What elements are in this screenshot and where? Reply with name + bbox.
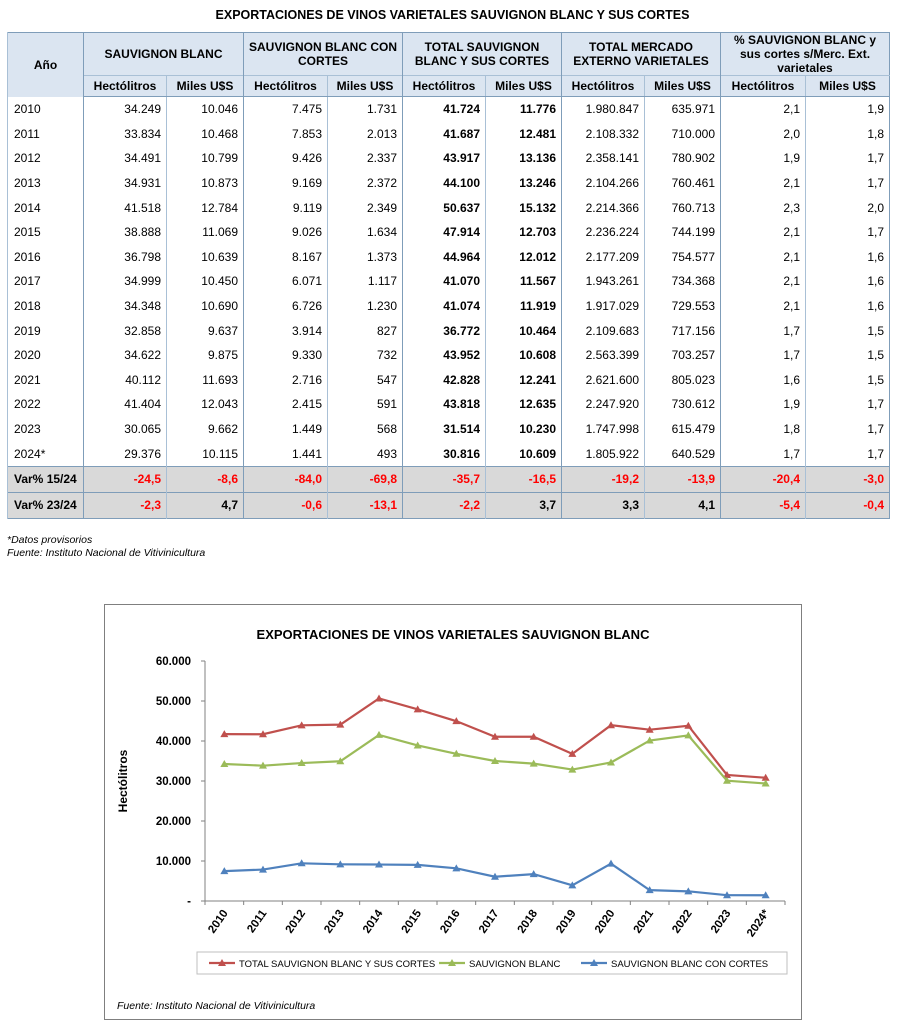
value-cell: 635.971 — [645, 97, 721, 122]
variation-cell: 3,7 — [486, 492, 562, 518]
variation-cell: -3,0 — [806, 466, 890, 492]
year-cell: 2010 — [8, 97, 84, 122]
table-source: Fuente: Instituto Nacional de Vitivinicultura — [7, 547, 206, 559]
y-tick-label: - — [187, 896, 191, 908]
table-notes — [7, 534, 205, 560]
value-cell: 1,7 — [806, 417, 890, 442]
value-cell: 47.914 — [403, 220, 486, 245]
value-cell: 760.713 — [645, 195, 721, 220]
value-cell: 1,7 — [721, 441, 806, 466]
value-cell: 1.805.922 — [562, 441, 645, 466]
x-tick-label: 2016 — [438, 907, 463, 936]
variation-row — [8, 466, 890, 492]
value-cell: 9.026 — [244, 220, 328, 245]
legend-label: TOTAL SAUVIGNON BLANC Y SUS CORTES — [239, 959, 436, 970]
table-row — [8, 220, 890, 245]
legend-label: SAUVIGNON BLANC — [469, 959, 561, 970]
value-cell: 3.914 — [244, 318, 328, 343]
value-cell: 591 — [328, 392, 403, 417]
value-cell: 44.100 — [403, 171, 486, 196]
value-cell: 2.563.399 — [562, 343, 645, 368]
value-cell: 2.372 — [328, 171, 403, 196]
value-cell: 1.731 — [328, 97, 403, 122]
group-header-percent: % SAUVIGNON BLANC y sus cortes s/Merc. Ext. varietales — [721, 33, 890, 76]
value-cell: 9.662 — [167, 417, 244, 442]
value-cell: 1,7 — [721, 318, 806, 343]
value-cell: 2,1 — [721, 294, 806, 319]
value-cell: 1.980.847 — [562, 97, 645, 122]
value-cell: 9.119 — [244, 195, 328, 220]
y-tick-label: 50.000 — [155, 696, 191, 708]
note-provisional: *Datos provisorios — [7, 534, 93, 546]
value-cell: 1,5 — [806, 368, 890, 393]
year-cell: 2023 — [8, 417, 84, 442]
variation-cell: -2,3 — [84, 492, 167, 518]
x-tick-label: 2014 — [360, 907, 386, 936]
table-title: EXPORTACIONES DE VINOS VARIETALES SAUVIGNON BLANC Y SUS CORTES — [215, 8, 690, 22]
value-cell: 12.784 — [167, 195, 244, 220]
value-cell: 1,5 — [806, 343, 890, 368]
value-cell: 2,1 — [721, 97, 806, 122]
value-cell: 9.426 — [244, 146, 328, 171]
value-cell: 729.553 — [645, 294, 721, 319]
variation-cell: -0,4 — [806, 492, 890, 518]
variation-label: Var% 15/24 — [8, 466, 84, 492]
table-row — [8, 146, 890, 171]
variation-cell: -19,2 — [562, 466, 645, 492]
variation-cell: -5,4 — [721, 492, 806, 518]
value-cell: 2.349 — [328, 195, 403, 220]
value-cell: 1,6 — [806, 245, 890, 270]
value-cell: 41.687 — [403, 122, 486, 147]
value-cell: 1.230 — [328, 294, 403, 319]
value-cell: 6.726 — [244, 294, 328, 319]
value-cell: 15.132 — [486, 195, 562, 220]
legend-label: SAUVIGNON BLANC CON CORTES — [611, 959, 769, 970]
group-header-total: TOTAL SAUVIGNON BLANC Y SUS CORTES — [403, 33, 562, 76]
value-cell: 34.931 — [84, 171, 167, 196]
variation-cell: -16,5 — [486, 466, 562, 492]
subheader-hl: Hectólitros — [403, 76, 486, 97]
value-cell: 31.514 — [403, 417, 486, 442]
value-cell: 1,7 — [806, 392, 890, 417]
x-tick-label: 2019 — [554, 907, 579, 936]
value-cell: 2.177.209 — [562, 245, 645, 270]
value-cell: 40.112 — [84, 368, 167, 393]
value-cell: 10.608 — [486, 343, 562, 368]
year-cell: 2012 — [8, 146, 84, 171]
value-cell: 2,3 — [721, 195, 806, 220]
variation-cell: -35,7 — [403, 466, 486, 492]
variation-label: Var% 23/24 — [8, 492, 84, 518]
value-cell: 30.816 — [403, 441, 486, 466]
year-cell: 2022 — [8, 392, 84, 417]
subheader-usd: Miles U$S — [167, 76, 244, 97]
value-cell: 2.214.366 — [562, 195, 645, 220]
value-cell: 7.475 — [244, 97, 328, 122]
value-cell: 730.612 — [645, 392, 721, 417]
value-cell: 13.246 — [486, 171, 562, 196]
data-point — [607, 860, 615, 867]
x-tick-label: 2012 — [283, 907, 309, 936]
value-cell: 1,6 — [721, 368, 806, 393]
variation-cell: -24,5 — [84, 466, 167, 492]
value-cell: 11.069 — [167, 220, 244, 245]
value-cell: 8.167 — [244, 245, 328, 270]
value-cell: 36.798 — [84, 245, 167, 270]
value-cell: 13.136 — [486, 146, 562, 171]
value-cell: 568 — [328, 417, 403, 442]
subheader-usd: Miles U$S — [645, 76, 721, 97]
value-cell: 1,9 — [721, 392, 806, 417]
variation-cell: -84,0 — [244, 466, 328, 492]
value-cell: 2.013 — [328, 122, 403, 147]
value-cell: 2.236.224 — [562, 220, 645, 245]
value-cell: 10.450 — [167, 269, 244, 294]
value-cell: 41.404 — [84, 392, 167, 417]
y-tick-label: 10.000 — [155, 856, 191, 868]
variation-cell: -69,8 — [328, 466, 403, 492]
value-cell: 34.249 — [84, 97, 167, 122]
variation-cell: -13,1 — [328, 492, 403, 518]
x-tick-label: 2010 — [206, 907, 231, 936]
value-cell: 11.567 — [486, 269, 562, 294]
value-cell: 805.023 — [645, 368, 721, 393]
value-cell: 1.747.998 — [562, 417, 645, 442]
value-cell: 1.943.261 — [562, 269, 645, 294]
x-tick-label: 2011 — [245, 907, 270, 936]
value-cell: 1,7 — [806, 146, 890, 171]
value-cell: 9.875 — [167, 343, 244, 368]
value-cell: 2.621.600 — [562, 368, 645, 393]
value-cell: 2,0 — [806, 195, 890, 220]
value-cell: 34.348 — [84, 294, 167, 319]
subheader-usd: Miles U$S — [486, 76, 562, 97]
subheader-hl: Hectólitros — [721, 76, 806, 97]
value-cell: 43.917 — [403, 146, 486, 171]
table-row — [8, 245, 890, 270]
x-tick-label: 2021 — [631, 907, 657, 936]
subheader-hl: Hectólitros — [562, 76, 645, 97]
value-cell: 10.639 — [167, 245, 244, 270]
value-cell: 1.117 — [328, 269, 403, 294]
value-cell: 734.368 — [645, 269, 721, 294]
value-cell: 493 — [328, 441, 403, 466]
table-row — [8, 97, 890, 122]
value-cell: 34.622 — [84, 343, 167, 368]
x-tick-label: 2018 — [515, 907, 541, 936]
value-cell: 710.000 — [645, 122, 721, 147]
value-cell: 2,1 — [721, 269, 806, 294]
value-cell: 1,6 — [806, 269, 890, 294]
year-header: Año — [8, 33, 84, 97]
table-row — [8, 441, 890, 466]
value-cell: 780.902 — [645, 146, 721, 171]
group-header-mercado: TOTAL MERCADO EXTERNO VARIETALES — [562, 33, 721, 76]
value-cell: 12.241 — [486, 368, 562, 393]
y-tick-label: 20.000 — [155, 816, 191, 828]
value-cell: 1.449 — [244, 417, 328, 442]
table-row — [8, 392, 890, 417]
value-cell: 10.046 — [167, 97, 244, 122]
value-cell: 12.012 — [486, 245, 562, 270]
value-cell: 2,1 — [721, 220, 806, 245]
value-cell: 7.853 — [244, 122, 328, 147]
value-cell: 44.964 — [403, 245, 486, 270]
value-cell: 29.376 — [84, 441, 167, 466]
value-cell: 1,9 — [806, 97, 890, 122]
value-cell: 2.108.332 — [562, 122, 645, 147]
x-tick-label: 2017 — [476, 907, 502, 936]
value-cell: 547 — [328, 368, 403, 393]
value-cell: 6.071 — [244, 269, 328, 294]
variation-cell: -2,2 — [403, 492, 486, 518]
y-axis-label: Hectólitros — [116, 749, 130, 813]
value-cell: 760.461 — [645, 171, 721, 196]
value-cell: 30.065 — [84, 417, 167, 442]
value-cell: 717.156 — [645, 318, 721, 343]
x-tick-label: 2015 — [399, 907, 425, 936]
value-cell: 2.337 — [328, 146, 403, 171]
value-cell: 34.491 — [84, 146, 167, 171]
table-row — [8, 368, 890, 393]
subheader-hl: Hectólitros — [84, 76, 167, 97]
value-cell: 11.919 — [486, 294, 562, 319]
value-cell: 36.772 — [403, 318, 486, 343]
x-tick-label: 2022 — [670, 907, 695, 936]
value-cell: 1,6 — [806, 294, 890, 319]
value-cell: 1.441 — [244, 441, 328, 466]
value-cell: 732 — [328, 343, 403, 368]
value-cell: 1,7 — [806, 220, 890, 245]
value-cell: 9.330 — [244, 343, 328, 368]
chart-svg — [105, 605, 801, 1019]
value-cell: 2.247.920 — [562, 392, 645, 417]
y-tick-label: 40.000 — [155, 736, 191, 748]
year-cell: 2011 — [8, 122, 84, 147]
variation-cell: -0,6 — [244, 492, 328, 518]
value-cell: 50.637 — [403, 195, 486, 220]
x-tick-label: 2020 — [592, 907, 618, 936]
value-cell: 1,9 — [721, 146, 806, 171]
value-cell: 827 — [328, 318, 403, 343]
value-cell: 10.799 — [167, 146, 244, 171]
value-cell: 2.109.683 — [562, 318, 645, 343]
table-row — [8, 269, 890, 294]
year-cell: 2013 — [8, 171, 84, 196]
value-cell: 42.828 — [403, 368, 486, 393]
value-cell: 12.481 — [486, 122, 562, 147]
value-cell: 41.724 — [403, 97, 486, 122]
value-cell: 615.479 — [645, 417, 721, 442]
value-cell: 2.716 — [244, 368, 328, 393]
value-cell: 43.818 — [403, 392, 486, 417]
value-cell: 1.917.029 — [562, 294, 645, 319]
value-cell: 1,8 — [806, 122, 890, 147]
value-cell: 2,0 — [721, 122, 806, 147]
value-cell: 703.257 — [645, 343, 721, 368]
table-row — [8, 171, 890, 196]
group-header-sauvignon-blanc: SAUVIGNON BLANC — [84, 33, 244, 76]
variation-cell: 4,7 — [167, 492, 244, 518]
group-header-con-cortes: SAUVIGNON BLANC CON CORTES — [244, 33, 403, 76]
year-cell: 2021 — [8, 368, 84, 393]
value-cell: 1.634 — [328, 220, 403, 245]
y-tick-label: 60.000 — [155, 656, 191, 668]
y-tick-label: 30.000 — [155, 776, 191, 788]
variation-row — [8, 492, 890, 518]
table-row — [8, 294, 890, 319]
variation-cell: -13,9 — [645, 466, 721, 492]
variation-cell: 4,1 — [645, 492, 721, 518]
subheader-usd: Miles U$S — [328, 76, 403, 97]
data-point — [375, 731, 383, 738]
year-cell: 2014 — [8, 195, 84, 220]
value-cell: 10.609 — [486, 441, 562, 466]
variation-cell: -20,4 — [721, 466, 806, 492]
table-row — [8, 318, 890, 343]
year-cell: 2019 — [8, 318, 84, 343]
value-cell: 744.199 — [645, 220, 721, 245]
table-row — [8, 417, 890, 442]
year-cell: 2015 — [8, 220, 84, 245]
value-cell: 33.834 — [84, 122, 167, 147]
table-row — [8, 122, 890, 147]
x-tick-label: 2013 — [322, 907, 347, 936]
exports-table — [7, 32, 890, 519]
value-cell: 41.074 — [403, 294, 486, 319]
value-cell: 34.999 — [84, 269, 167, 294]
value-cell: 10.464 — [486, 318, 562, 343]
value-cell: 9.169 — [244, 171, 328, 196]
value-cell: 2,1 — [721, 245, 806, 270]
subheader-hl: Hectólitros — [244, 76, 328, 97]
value-cell: 12.635 — [486, 392, 562, 417]
value-cell: 2.415 — [244, 392, 328, 417]
year-cell: 2020 — [8, 343, 84, 368]
data-point — [375, 694, 383, 701]
value-cell: 754.577 — [645, 245, 721, 270]
value-cell: 38.888 — [84, 220, 167, 245]
value-cell: 41.070 — [403, 269, 486, 294]
chart-source: Fuente: Instituto Nacional de Vitivinicultura — [117, 1000, 316, 1012]
value-cell: 2.104.266 — [562, 171, 645, 196]
table-row — [8, 195, 890, 220]
line-chart — [104, 604, 802, 1020]
value-cell: 43.952 — [403, 343, 486, 368]
value-cell: 10.690 — [167, 294, 244, 319]
variation-cell: 3,3 — [562, 492, 645, 518]
value-cell: 1,7 — [721, 343, 806, 368]
value-cell: 9.637 — [167, 318, 244, 343]
value-cell: 1.373 — [328, 245, 403, 270]
table-row — [8, 343, 890, 368]
value-cell: 10.873 — [167, 171, 244, 196]
value-cell: 2,1 — [721, 171, 806, 196]
x-tick-label: 2024* — [745, 907, 773, 940]
year-cell: 2016 — [8, 245, 84, 270]
value-cell: 11.776 — [486, 97, 562, 122]
year-cell: 2018 — [8, 294, 84, 319]
value-cell: 1,7 — [806, 171, 890, 196]
subheader-usd: Miles U$S — [806, 76, 890, 97]
value-cell: 640.529 — [645, 441, 721, 466]
value-cell: 2.358.141 — [562, 146, 645, 171]
x-tick-label: 2023 — [708, 907, 734, 936]
variation-cell: -8,6 — [167, 466, 244, 492]
value-cell: 1,7 — [806, 441, 890, 466]
value-cell: 1,5 — [806, 318, 890, 343]
chart-title: EXPORTACIONES DE VINOS VARIETALES SAUVIGNON BLANC — [256, 627, 650, 642]
year-cell: 2024* — [8, 441, 84, 466]
value-cell: 10.115 — [167, 441, 244, 466]
year-cell: 2017 — [8, 269, 84, 294]
value-cell: 10.468 — [167, 122, 244, 147]
value-cell: 1,8 — [721, 417, 806, 442]
value-cell: 10.230 — [486, 417, 562, 442]
value-cell: 12.043 — [167, 392, 244, 417]
value-cell: 11.693 — [167, 368, 244, 393]
value-cell: 12.703 — [486, 220, 562, 245]
value-cell: 41.518 — [84, 195, 167, 220]
value-cell: 32.858 — [84, 318, 167, 343]
